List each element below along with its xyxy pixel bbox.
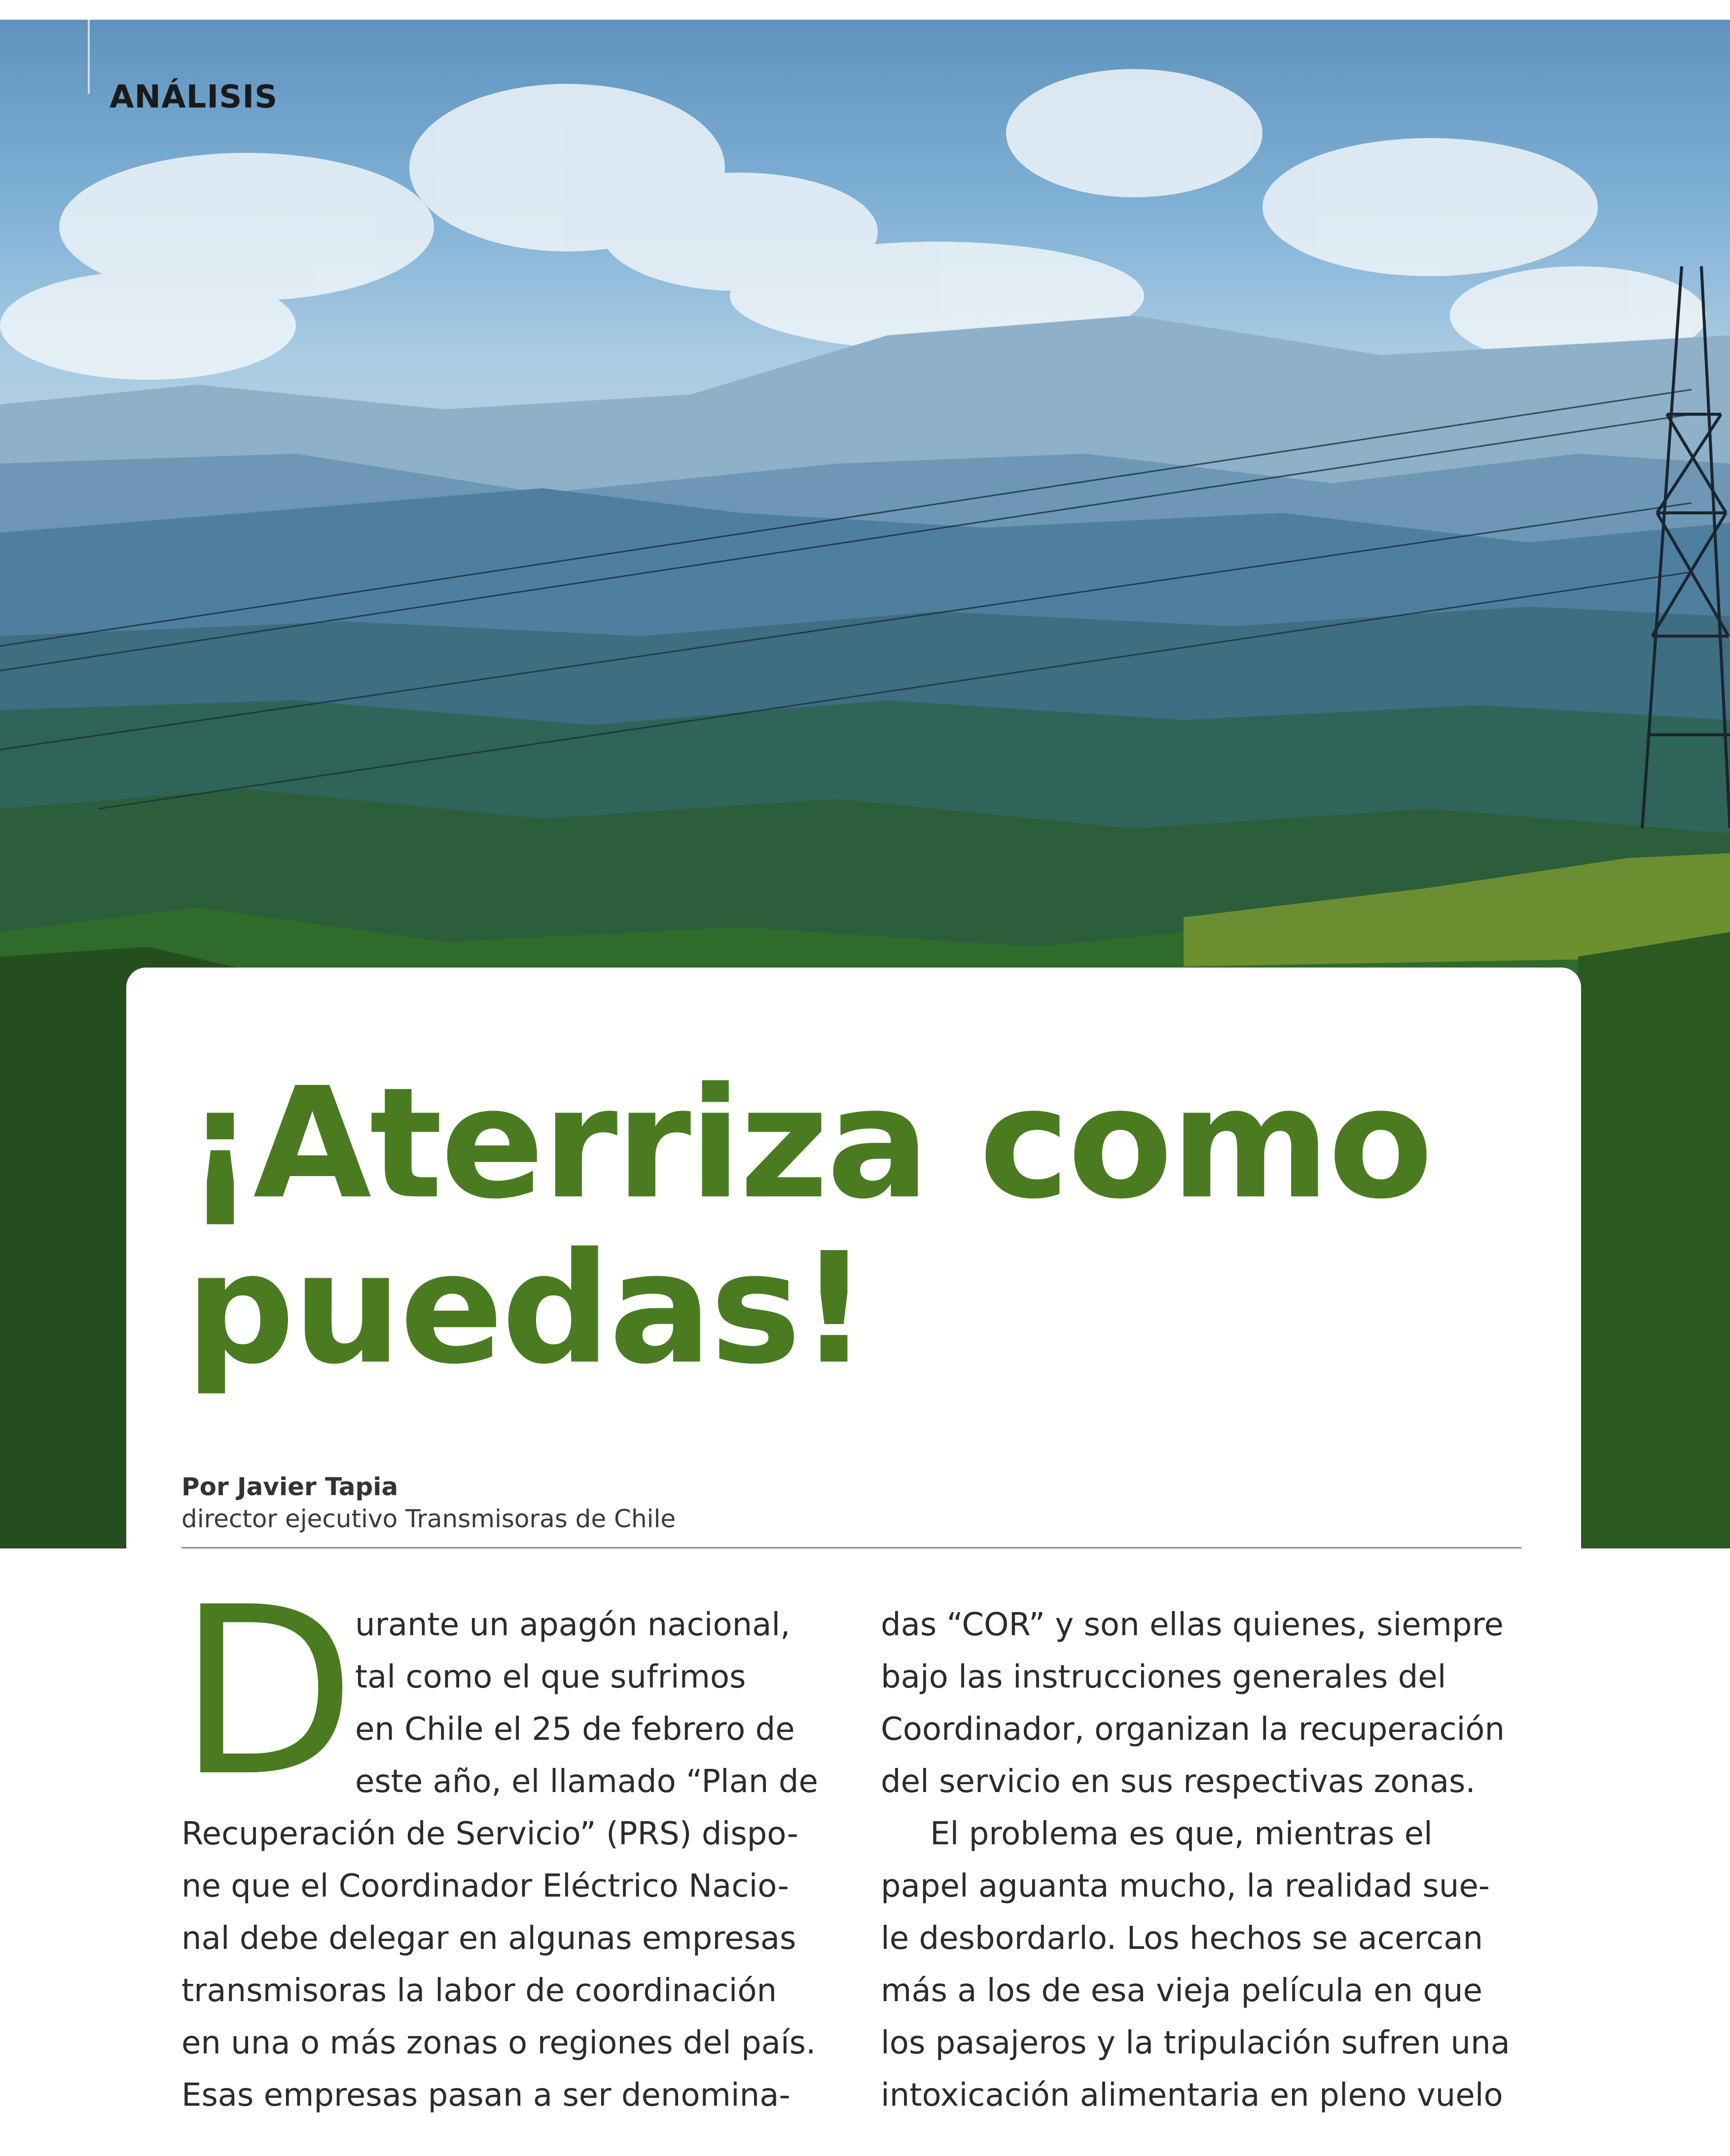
text-line: ne que el Coordinador Eléctrico Nacio-	[181, 1868, 789, 1904]
text-line: nal debe delegar en algunas empresas	[181, 1920, 796, 1957]
body-column-right	[881, 1599, 1522, 2121]
text-line: en Chile el 25 de febrero de	[355, 1711, 795, 1748]
section-label: ANÁLISIS	[109, 79, 278, 115]
title-line-2: puedas!	[185, 1220, 867, 1398]
text-line: tal como el que sufrimos	[355, 1659, 746, 1695]
text-line: más a los de esa vieja película en que	[881, 1973, 1482, 2009]
text-line: intoxicación alimentaria en pleno vuelo	[881, 2077, 1503, 2114]
title-card	[126, 968, 1581, 1549]
article-title	[185, 1055, 1432, 1398]
text-line: Esas empresas pasan a ser denomina-	[181, 2077, 791, 2114]
body-column-left	[178, 1557, 823, 2121]
text-line: Coordinador, organizan la recuperación	[881, 1711, 1505, 1748]
text-line: del servicio en sus respectivas zonas.	[881, 1763, 1476, 1800]
text-line: Recuperación de Servicio” (PRS) dispo-	[181, 1816, 798, 1852]
byline	[181, 1471, 676, 1535]
text-line: El problema es que, mientras el	[930, 1816, 1433, 1852]
author-role: director ejecutivo Transmisoras de Chile	[181, 1505, 676, 1533]
text-line: le desbordarlo. Los hechos se acercan	[881, 1920, 1483, 1957]
text-line: das “COR” y son ellas quienes, siempre	[881, 1607, 1504, 1643]
author-name: Por Javier Tapia	[181, 1473, 398, 1501]
divider	[181, 1547, 1521, 1548]
text-line: papel aguanta mucho, la realidad sue-	[881, 1868, 1490, 1904]
text-line: los pasajeros y la tripulación sufren una	[881, 2025, 1510, 2061]
text-line: bajo las instrucciones generales del	[881, 1659, 1446, 1695]
text-line: en una o más zonas o regiones del país.	[181, 2025, 816, 2061]
drop-cap: D	[178, 1557, 356, 1827]
title-line-1: ¡Aterriza como	[185, 1055, 1432, 1233]
text-line: este año, el llamado “Plan de	[355, 1763, 818, 1800]
edge-rule	[88, 20, 90, 94]
text-line: transmisoras la labor de coordinación	[181, 1973, 777, 2009]
text-line: urante un apagón nacional,	[355, 1607, 791, 1643]
